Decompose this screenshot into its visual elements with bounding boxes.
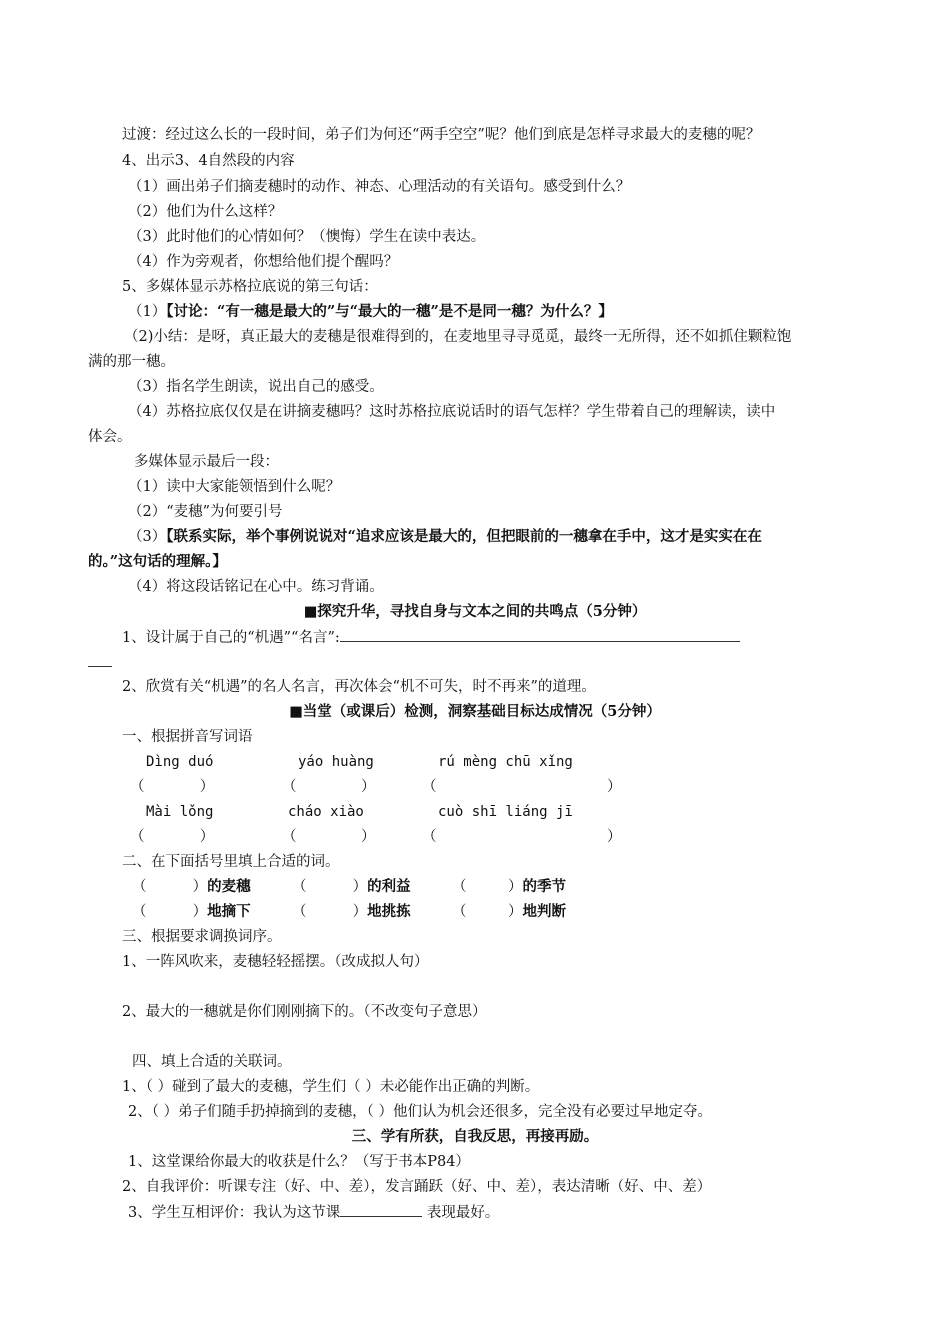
fill-suffix: 地挑拣 <box>367 903 411 920</box>
exercise-heading: 一、根据拼音写词语 <box>122 729 253 745</box>
reflection-item <box>128 1202 499 1223</box>
fill-item: （ ）的利益 <box>292 878 411 895</box>
answer-blank[interactable] <box>340 627 740 642</box>
question-line-cont: 体会。 <box>88 429 132 445</box>
discussion-text: 【讨论：“有一穗是最大的”与“最大的一穗”是不是同一穗？为什么？】 <box>166 303 613 320</box>
question-line: （4）将这段话铭记在心中。练习背诵。 <box>128 579 384 595</box>
summary-line-cont: 满的那一穗。 <box>88 354 175 370</box>
rewrite-item: 2、最大的一穗就是你们刚刚摘下的。（不改变句子意思） <box>122 1004 487 1020</box>
question-line: （4）苏格拉底仅仅是在讲摘麦穗吗？这时苏格拉底说话时的语气怎样？学生带着自己的理解读，读中 <box>128 404 776 420</box>
question-line: （2）“麦穗”为何要引号 <box>128 504 283 520</box>
fill-suffix: 的麦穗 <box>207 878 251 895</box>
discussion-line <box>128 302 613 322</box>
section-heading: 三、学有所获，自我反思，再接再励。 <box>351 1128 599 1145</box>
question-line: （2）他们为什么这样？ <box>128 204 283 220</box>
summary-line: （2)小结：是呀，真正最大的麦穗是很难得到的，在麦地里寻寻觅觅，最终一无所得，还不如抓住颗粒饱 <box>124 329 792 345</box>
practice-line <box>128 527 762 547</box>
pinyin-item: cuò shī liáng jī <box>438 804 573 820</box>
pinyin-item: Dìng duó <box>146 754 214 770</box>
answer-bracket[interactable]: （ ） <box>130 829 215 845</box>
reflection-item: 1、这堂课给你最大的收获是什么？（写于书本P84） <box>128 1154 470 1170</box>
exercise-heading: 三、根据要求调换词序。 <box>122 929 282 945</box>
exercise-heading: 二、在下面括号里填上合适的词。 <box>122 854 340 870</box>
answer-bracket[interactable]: （ ） <box>422 779 622 795</box>
pinyin-item: rú mèng chū xǐng <box>438 754 573 770</box>
section-intro: 多媒体显示最后一段： <box>134 454 279 470</box>
fill-item: （ ）的季节 <box>452 878 566 895</box>
practice-text: 【联系实际，举个事例说说对“追求应该是最大的，但把眼前的一穗拿在手中，这才是实实在在 <box>166 528 762 545</box>
pinyin-item: cháo xiào <box>288 804 364 820</box>
fill-item: （ ）地判断 <box>452 903 566 920</box>
fill-item: （ ）地挑拣 <box>292 903 411 920</box>
conjunction-item: 1、（ ）碰到了最大的麦穗，学生们（ ）未必能作出正确的判断。 <box>122 1079 540 1095</box>
question-line: （1）画出弟子们摘麦穗时的动作、神态、心理活动的有关语句。感受到什么？ <box>128 179 631 195</box>
question-line: （1）读中大家能领悟到什么呢？ <box>128 479 341 495</box>
appreciation-task: 2、欣赏有关“机遇”的名人名言，再次体会“机不可失，时不再来”的道理。 <box>122 679 596 695</box>
fill-suffix: 地判断 <box>522 903 566 920</box>
fill-suffix: 的季节 <box>522 878 566 895</box>
answer-blank-cont <box>88 652 112 673</box>
answer-bracket[interactable]: （ ） <box>282 779 376 795</box>
reflection-item: 2、自我评价：听课专注（好、中、差），发言踊跃（好、中、差），表达清晰（好、中、差） <box>122 1179 712 1195</box>
peer-review-suffix: 表现最好。 <box>422 1205 500 1221</box>
section-heading: ■探究升华，寻找自身与文本之间的共鸣点（5分钟） <box>303 603 647 620</box>
answer-blank[interactable] <box>88 652 112 667</box>
fill-suffix: 的利益 <box>367 878 411 895</box>
fill-item: （ ）地摘下 <box>132 903 251 920</box>
item-number: （1） <box>128 304 167 320</box>
pinyin-item: yáo huàng <box>298 754 374 770</box>
section-heading: ■当堂（或课后）检测，洞察基础目标达成情况（5分钟） <box>289 703 661 720</box>
step-4-heading: 4、出示3、4自然段的内容 <box>122 153 295 169</box>
pinyin-item: Mài lǒng <box>146 804 214 820</box>
item-number: （3） <box>128 529 167 545</box>
answer-blank[interactable] <box>340 1202 422 1217</box>
motto-label: 1、设计属于自己的“机遇”“名言”: <box>122 630 340 646</box>
answer-bracket[interactable]: （ ） <box>130 779 215 795</box>
fill-item: （ ）的麦穗 <box>132 878 251 895</box>
answer-bracket[interactable]: （ ） <box>422 829 622 845</box>
motto-task <box>122 627 740 648</box>
answer-bracket[interactable]: （ ） <box>282 829 376 845</box>
peer-review-label: 3、学生互相评价：我认为这节课 <box>128 1205 341 1221</box>
question-line: （3）指名学生朗读，说出自己的感受。 <box>128 379 384 395</box>
conjunction-item: 2、（ ）弟子们随手扔掉摘到的麦穗，（ ）他们认为机会还很多，完全没有必要过早地定夺。 <box>128 1104 712 1120</box>
transition-line: 过渡：经过这么长的一段时间，弟子们为何还“两手空空”呢？他们到底是怎样寻求最大的麦穗的呢？ <box>122 127 761 143</box>
question-line: （4）作为旁观者，你想给他们提个醒吗？ <box>128 254 399 270</box>
practice-text-cont: 的。”这句话的理解。】 <box>88 553 227 570</box>
question-line: （3）此时他们的心情如何？（懊悔）学生在读中表达。 <box>128 229 486 245</box>
fill-suffix: 地摘下 <box>207 903 251 920</box>
rewrite-item: 1、一阵风吹来，麦穗轻轻摇摆。（改成拟人句） <box>122 954 429 970</box>
exercise-heading: 四、填上合适的关联词。 <box>132 1054 292 1070</box>
step-5-heading: 5、多媒体显示苏格拉底说的第三句话： <box>122 279 378 295</box>
